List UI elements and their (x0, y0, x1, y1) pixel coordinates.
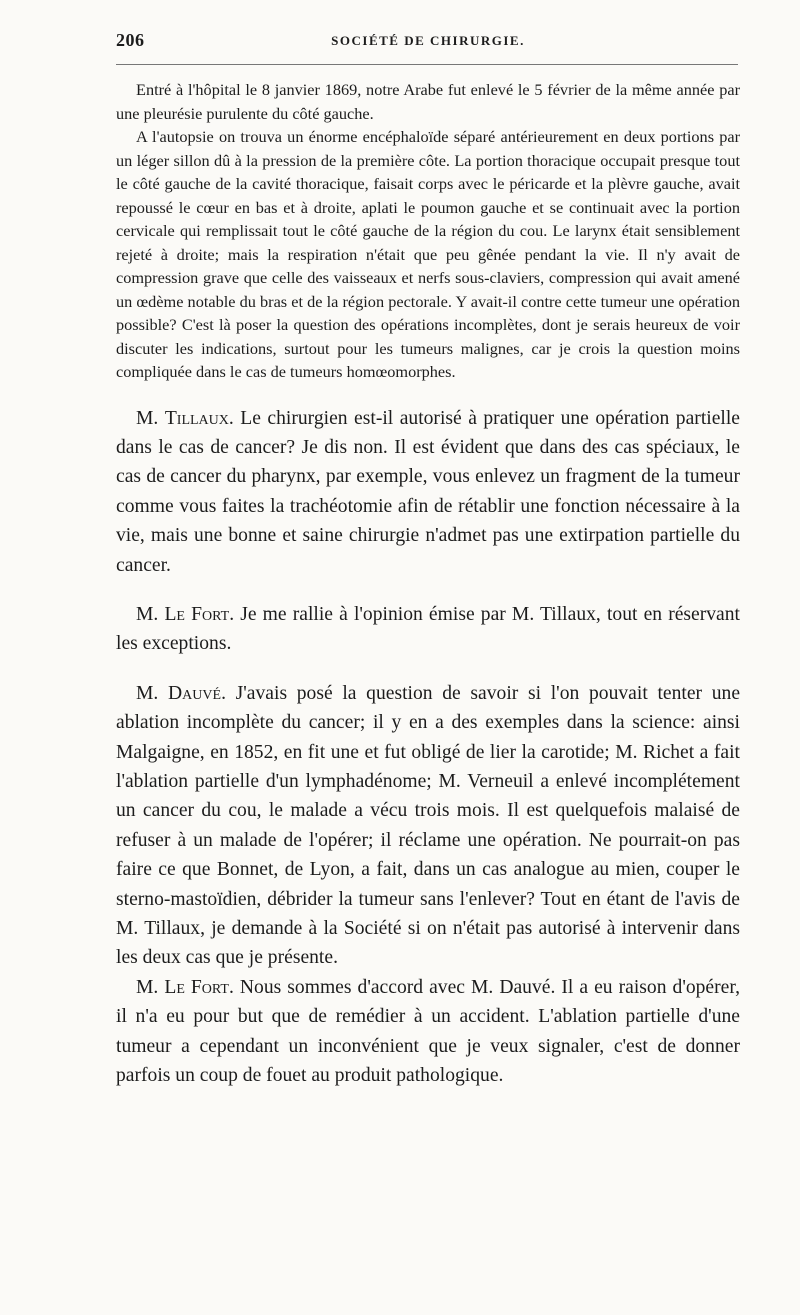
page-number: 206 (116, 30, 145, 50)
paragraph: Entré à l'hôpital le 8 janvier 1869, notre Arabe fut enlevé le 5 février de la même année par une pleurésie purulente du côté gauche. (116, 80, 740, 123)
speaker-name: Le Fort (164, 603, 230, 625)
speaker-title: M. (136, 603, 159, 625)
speech-text: Je me rallie à l'opinion émise par M. Tillaux, tout en réservant les exceptions. (116, 603, 740, 655)
speaker-title: M. (136, 682, 159, 704)
running-title: SOCIÉTÉ DE CHIRURGIE. (331, 33, 525, 48)
speech-text: J'avais posé la question de savoir si l'on pouvait tenter une ablation incomplète du cancer; il y en a des exemples dans la science: ainsi Malgaigne, en 1852, en fit une et fut obligé de lier la carotide; M. Richet a fait l'ablation partielle d'un lymphadénome; M. Verneuil a enlevé incomplétement un cancer du cou, le malade a vécu trois mois. Il est quelquefois malaisé de refuser à un malade de l'opérer; il réclame une opération. Ne pourrait-on pas faire ce que Bonnet, de Lyon, a fait, dans un cas analogue au mien, couper le sterno-mastoïdien, débrider la tumeur sans l'enlever? Tout en étant de l'avis de M. Tillaux, je demande à la Société si on n'était pas autorisé à intervenir dans les deux cas que je présente. (116, 682, 741, 969)
page-header (116, 30, 740, 58)
speech-paragraph: M. Le Fort. Nous sommes d'accord avec M. Dauvé. Il a eu raison d'opérer, il n'a eu pour but que de remédier à un accident. L'ablation partielle d'une tumeur a cependant un inconvénient que je veux signaler, c'est de donner parfois un coup de fouet au produit pathologique. (116, 976, 740, 1087)
speech-text: Le chirurgien est-il autorisé à pratiquer une opération partielle dans le cas de cancer? Je dis non. Il est évident que dans des cas spéciaux, le cas de cancer du pharynx, par exemple, vous enlevez un fragment de la tumeur comme vous faites la trachéotomie afin de rétablir une fonction nécessaire à la vie, mais une bonne et saine chirurgie n'admet pas une extirpation partielle du cancer. (116, 407, 740, 576)
speaker-title: M. (136, 407, 159, 429)
speaker-name: Le Fort (164, 976, 229, 998)
speaker-name: Dauvé (168, 682, 222, 704)
speech-paragraph: M. Le Fort. Je me rallie à l'opinion émise par M. Tillaux, tout en réservant les exceptions. (116, 603, 740, 655)
speaker-name: Tillaux (164, 407, 229, 429)
header-rule (116, 64, 738, 65)
body-text (116, 78, 740, 1090)
paragraph: A l'autopsie on trouva un énorme encéphaloïde séparé antérieurement en deux portions par un léger sillon dû à la pression de la première côte. La portion thoracique occupait presque tout le côté gauche de la cavité thoracique, faisait corps avec le péricarde et la plèvre gauche, avait repoussé le cœur en bas et à droite, aplati le poumon gauche et se continuait avec la portion cervicale qui remplissait tout le côté gauche de la région du cou. Le larynx était sensiblement rejeté à droite; mais la respiration n'était que peu gênée pendant la vie. Il n'y avait de compression grave que celle des vaisseaux et nerfs sous-claviers, compression qui avait amené un œdème notable du bras et de la région pectorale. Y avait-il contre cette tumeur une opération possible? C'est là poser la question des opérations incomplètes, dont je serais heureux de voir discuter les indications, surtout pour les tumeurs malignes, car je crois la question moins compliquée dans le cas de tumeurs homœomorphes. (116, 127, 740, 381)
speech-paragraph: M. Tillaux. Le chirurgien est-il autorisé à pratiquer une opération partielle dans le cas de cancer? Je dis non. Il est évident que dans des cas spéciaux, le cas de cancer du pharynx, par exemple, vous enlevez un fragment de la tumeur comme vous faites la trachéotomie afin de rétablir une fonction nécessaire à la vie, mais une bonne et saine chirurgie n'admet pas une extirpation partielle du cancer. (116, 407, 740, 576)
speech-text: Nous sommes d'accord avec M. Dauvé. Il a eu raison d'opérer, il n'a eu pour but que de remédier à un accident. L'ablation partielle d'une tumeur a cependant un inconvénient que je veux signaler, c'est de donner parfois un coup de fouet au produit pathologique. (116, 976, 740, 1087)
speech-paragraph: M. Dauvé. J'avais posé la question de savoir si l'on pouvait tenter une ablation incomplète du cancer; il y en a des exemples dans la science: ainsi Malgaigne, en 1852, en fit une et fut obligé de lier la carotide; M. Richet a fait l'ablation partielle d'un lymphadénome; M. Verneuil a enlevé incomplétement un cancer du cou, le malade a vécu trois mois. Il est quelquefois malaisé de refuser à un malade de l'opérer; il réclame une opération. Ne pourrait-on pas faire ce que Bonnet, de Lyon, a fait, dans un cas analogue au mien, couper le sterno-mastoïdien, débrider la tumeur sans l'enlever? Tout en étant de l'avis de M. Tillaux, je demande à la Société si on n'était pas autorisé à intervenir dans les deux cas que je présente. (116, 682, 741, 969)
speaker-title: M. (136, 976, 159, 998)
case-report (116, 78, 740, 384)
discussion (116, 404, 740, 1091)
